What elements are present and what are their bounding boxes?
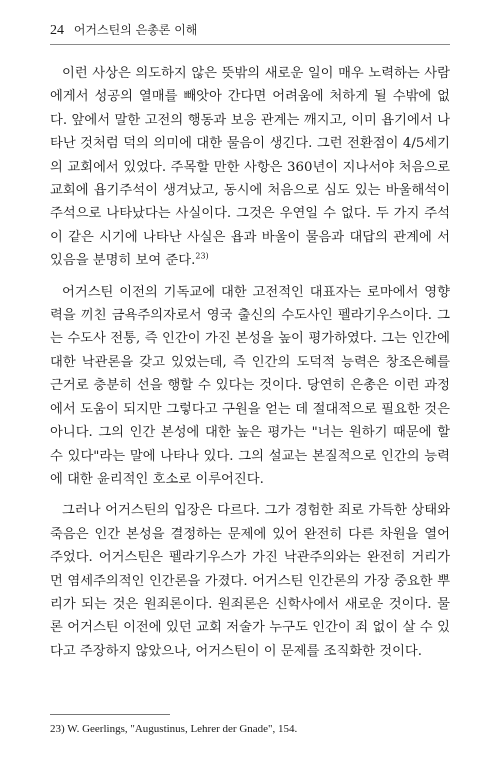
page-number: 24 xyxy=(50,23,64,38)
body-text xyxy=(50,62,450,671)
paragraph-1 xyxy=(50,62,450,273)
footnote: 23) W. Geerlings, "Augustinus, Lehrer der Gnade", 154. xyxy=(50,723,298,735)
footnote-ref: 23) xyxy=(195,251,209,261)
running-title: 어거스틴의 은총론 이해 xyxy=(73,23,198,37)
paragraph-3-text: 그러나 어거스틴의 입장은 다르다. 그가 경험한 죄로 가득한 상태와 죽음은 인간 본성을 결정하는 문제에 있어 완전히 다른 차원을 열어 주었다. 어거스틴은 펠라기우스가 가진 낙관주의와는 완전히 거리가 먼 염세주의적인 인간론을 가졌다. 어거스틴 인간론의 가장 중요한 뿌리가 되는 것은 원죄론이다. 원죄론은 신학사에서 새로운 것이다. 물론 어거스틴 이전에 있던 교회 저술가 누구도 인간이 죄 없이 살 수 있다고 주장하지 않았으나, 어거스틴이 이 문제를 조직화한 것이다. xyxy=(50,503,450,659)
running-head xyxy=(50,22,450,39)
paragraph-2-text: 어거스틴 이전의 기독교에 대한 고전적인 대표자는 로마에서 영향력을 끼친 금욕주의자로서 영국 출신의 수도사인 펠라기우스이다. 그는 수도사 전통, 즉 인간이 가진 본성을 높이 평가하였다. 그는 인간에 대한 낙관론을 갖고 있었는데, 즉 인간의 도덕적 능력은 창조은혜를 근거로 충분히 선을 행할 수 있다는 것이다. 당연히 은총은 이런 과정에서 도움이 되지만 그렇다고 구원을 얻는 데 절대적으로 필요한 것은 아니다. 그의 인간 본성에 대한 높은 평가는 "너는 원하기 때문에 할 수 있다"라는 말에 나타나 있다. 그의 설교는 본질적으로 인간의 능력에 대한 윤리적인 호소로 이루어진다. xyxy=(50,284,450,487)
footnote-rule xyxy=(50,714,170,715)
paragraph-1-text: 이런 사상은 의도하지 않은 뜻밖의 새로운 일이 매우 노력하는 사람에게서 성공의 열매를 빼앗아 간다면 어려움에 처하게 될 수밖에 없다. 앞에서 말한 고전의 행동과 보응 관계는 깨지고, 이미 욥기에서 나타난 것처럼 덕의 의미에 대한 물음이 생긴다. 그런 전환점이 4/5세기의 교회에서 있었다. 주목할 만한 사항은 360년이 지나서야 처음으로 교회에 욥기주석이 생겨났고, 동시에 처음으로 심도 있는 바울해석이 주석으로 나타났다는 사실이다. 그것은 우연일 수 없다. 두 가지 주석이 같은 시기에 나타난 사실은 욥과 바울이 물음과 대답의 관계에 서 있음을 분명히 보여 준다. xyxy=(50,66,450,269)
paragraph-3 xyxy=(50,499,450,663)
header-rule xyxy=(50,44,450,45)
paragraph-2 xyxy=(50,281,450,492)
